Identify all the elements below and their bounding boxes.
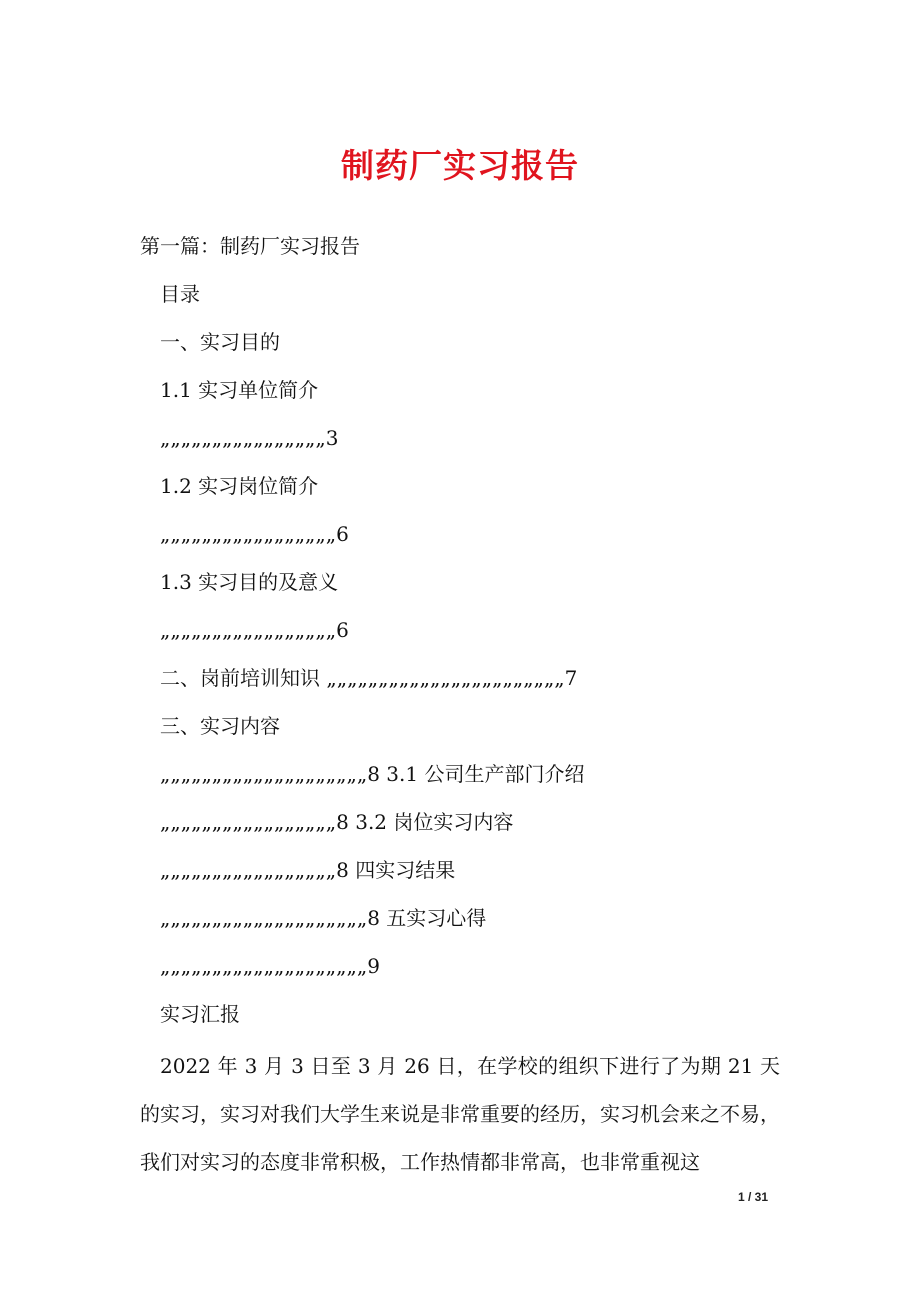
body-paragraph: 2022 年 3 月 3 日至 3 月 26 日，在学校的组织下进行了为期 21 天的实习，实习对我们大学生来说是非常重要的经历，实习机会来之不易，我们对实习的态度非常积极，工作热情都非常高，也非常重视这 — [140, 1054, 780, 1174]
toc-entry: „„„„„„„„„„„„„„„„„6 — [160, 522, 349, 546]
section-heading: 第一篇：制药厂实习报告 — [140, 234, 360, 258]
toc-entry: „„„„„„„„„„„„„„„„„„„„9 — [160, 954, 380, 978]
page-number: 1 / 31 — [738, 1190, 769, 1204]
toc-entry: 一、实习目的 — [160, 330, 280, 354]
toc-entry: 1.2 实习岗位简介 — [160, 474, 319, 498]
toc-entry: 三、实习内容 — [160, 714, 280, 738]
toc-entry: „„„„„„„„„„„„„„„„„8 四实习结果 — [160, 858, 456, 882]
document-title: 制药厂实习报告 — [341, 146, 579, 185]
toc-entry: 1.3 实习目的及意义 — [160, 570, 339, 594]
toc-entry: 1.1 实习单位简介 — [160, 378, 319, 402]
toc-entry: „„„„„„„„„„„„„„„„3 — [160, 426, 339, 450]
toc-entry: „„„„„„„„„„„„„„„„„8 3.2 岗位实习内容 — [160, 810, 514, 834]
toc-title: 目录 — [160, 282, 200, 306]
report-heading: 实习汇报 — [160, 1002, 240, 1026]
toc-entry: „„„„„„„„„„„„„„„„„6 — [160, 618, 349, 642]
toc-entry: „„„„„„„„„„„„„„„„„„„„8 五实习心得 — [160, 906, 487, 930]
toc-entry: 二、岗前培训知识 „„„„„„„„„„„„„„„„„„„„„„„7 — [160, 666, 578, 690]
toc-entry: „„„„„„„„„„„„„„„„„„„„8 3.1 公司生产部门介绍 — [160, 762, 585, 786]
